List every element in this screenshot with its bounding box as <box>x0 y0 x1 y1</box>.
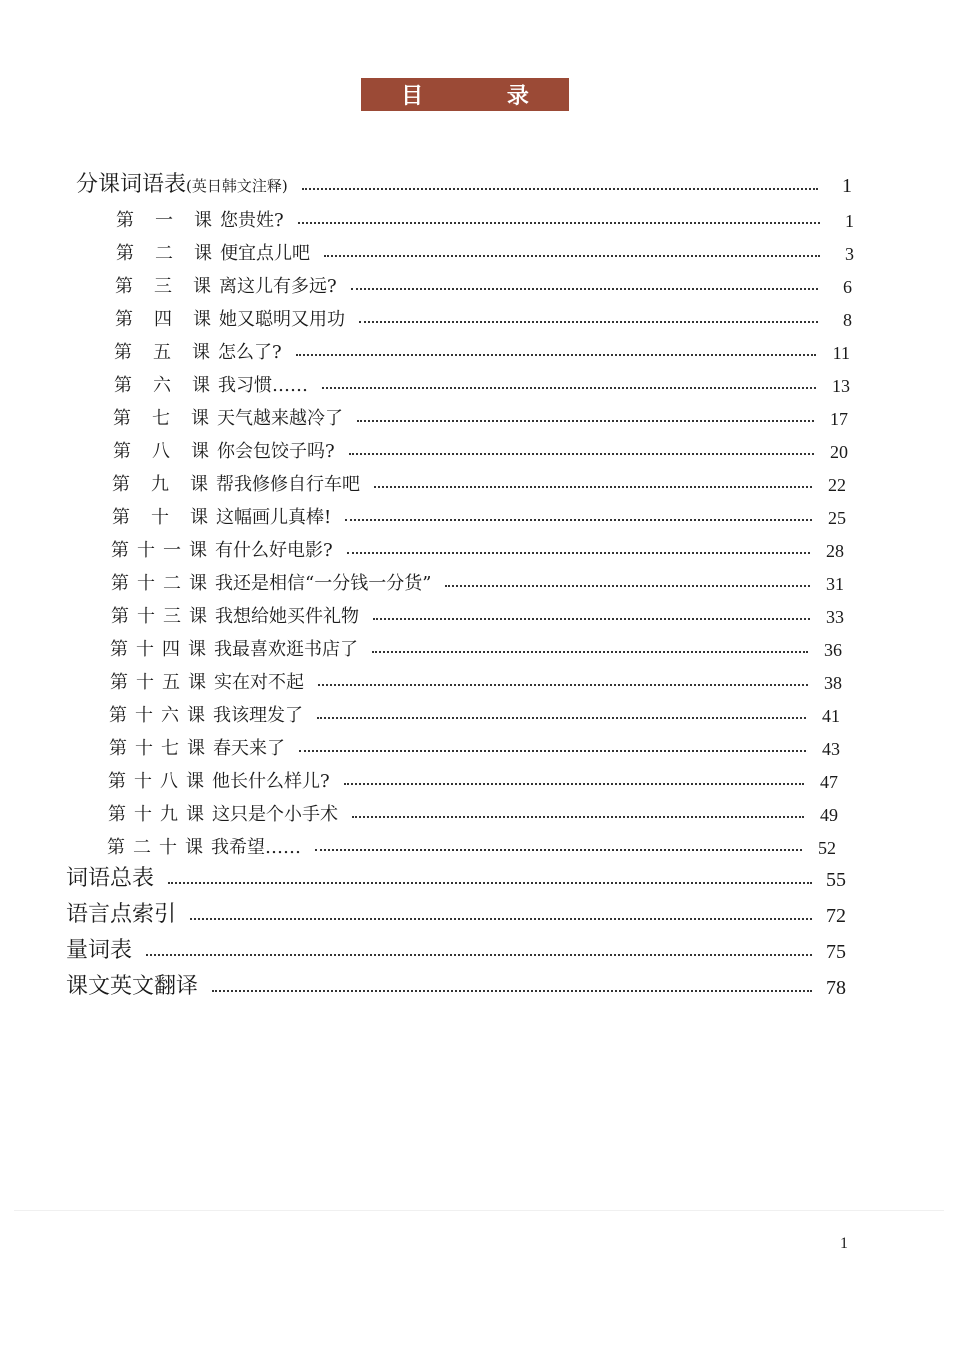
lesson-title: 我想给她买件礼物 <box>215 606 359 627</box>
lesson-title: 这幅画儿真棒! <box>216 507 332 528</box>
lesson-number: 第七课 <box>113 408 209 429</box>
toc-entry-lesson-16[interactable] <box>109 697 840 727</box>
toc-entry-lesson-18[interactable] <box>108 763 838 793</box>
lesson-number: 第十六课 <box>109 705 205 726</box>
entry-page: 52 <box>818 838 836 858</box>
toc-entry-lesson-17[interactable] <box>109 730 840 760</box>
dot-leader <box>299 749 806 752</box>
entry-page: 1 <box>845 211 854 231</box>
dot-leader <box>322 386 816 389</box>
toc-entry-lesson-4[interactable] <box>115 301 852 331</box>
lesson-number: 第十七课 <box>109 738 205 759</box>
entry-page: 8 <box>843 310 852 330</box>
entry-page: 33 <box>826 607 844 627</box>
entry-page: 13 <box>832 376 850 396</box>
entry-page: 28 <box>826 541 844 561</box>
entry-page: 49 <box>820 805 838 825</box>
toc-entry-lesson-8[interactable] <box>113 433 848 463</box>
lesson-title: 这只是个小手术 <box>212 804 338 825</box>
lesson-number: 第一课 <box>116 210 212 231</box>
toc-title-banner <box>361 78 569 111</box>
lesson-number: 第十八课 <box>108 771 204 792</box>
entry-page: 17 <box>830 409 848 429</box>
toc-entry-lesson-12[interactable] <box>111 565 844 595</box>
dot-leader <box>318 683 808 686</box>
dot-leader <box>302 187 818 190</box>
toc-entry-lesson-2[interactable] <box>116 235 854 265</box>
entry-label: 分课词语表 <box>76 172 187 197</box>
entry-page: 31 <box>826 574 844 594</box>
entry-page: 43 <box>822 739 840 759</box>
lesson-number: 第十一课 <box>111 540 207 561</box>
entry-page: 78 <box>826 977 846 999</box>
toc-entry-lesson-11[interactable] <box>111 532 844 562</box>
lesson-title: 我最喜欢逛书店了 <box>214 639 358 660</box>
lesson-number: 第十五课 <box>110 672 206 693</box>
dot-leader <box>373 617 810 620</box>
toc-entry-appendix-2[interactable] <box>66 934 846 964</box>
lesson-number: 第十课 <box>112 507 208 528</box>
lesson-title: 你会包饺子吗? <box>217 441 335 462</box>
entry-page: 72 <box>826 905 846 927</box>
entry-page: 1 <box>842 175 852 197</box>
lesson-number: 第四课 <box>115 309 211 330</box>
toc-entry-lesson-3[interactable] <box>115 268 852 298</box>
dot-leader <box>352 815 804 818</box>
toc-entry-appendix-0[interactable] <box>66 862 846 892</box>
dot-leader <box>344 782 804 785</box>
toc-entry-lesson-19[interactable] <box>108 796 838 826</box>
toc-entry-appendix-1[interactable] <box>66 898 846 928</box>
dot-leader <box>349 452 814 455</box>
lesson-title: 您贵姓? <box>220 210 284 231</box>
lesson-number: 第十九课 <box>108 804 204 825</box>
dot-leader <box>317 716 806 719</box>
lesson-number: 第五课 <box>114 342 210 363</box>
dot-leader <box>146 953 812 956</box>
lesson-title: 帮我修修自行车吧 <box>216 474 360 495</box>
lesson-title: 实在对不起 <box>214 672 304 693</box>
toc-entry-lesson-5[interactable] <box>114 334 850 364</box>
entry-page: 38 <box>824 673 842 693</box>
lesson-number: 第十四课 <box>110 639 206 660</box>
entry-label: 量词表 <box>66 938 133 963</box>
dot-leader <box>212 989 812 992</box>
toc-entry-lesson-6[interactable] <box>114 367 850 397</box>
dot-leader <box>374 485 812 488</box>
lesson-title: 有什么好电影? <box>215 540 333 561</box>
lesson-title: 我该理发了 <box>213 705 303 726</box>
entry-label: 语言点索引 <box>66 902 177 927</box>
lesson-title: 他长什么样儿? <box>212 771 330 792</box>
entry-page: 22 <box>828 475 846 495</box>
lesson-title: 怎么了? <box>218 342 282 363</box>
dot-leader <box>351 287 818 290</box>
toc-entry-lesson-10[interactable] <box>112 499 846 529</box>
toc-entry-vocab[interactable] <box>76 168 852 198</box>
lesson-title: 便宜点儿吧 <box>220 243 310 264</box>
dot-leader <box>324 254 820 257</box>
dot-leader <box>345 518 812 521</box>
entry-label: 词语总表 <box>66 866 155 891</box>
entry-page: 75 <box>826 941 846 963</box>
dot-leader <box>298 221 820 224</box>
dot-leader <box>168 881 812 884</box>
entry-page: 6 <box>843 277 852 297</box>
lesson-number: 第八课 <box>113 441 209 462</box>
entry-page: 55 <box>826 869 846 891</box>
lesson-number: 第六课 <box>114 375 210 396</box>
lesson-number: 第十二课 <box>111 573 207 594</box>
dot-leader <box>372 650 808 653</box>
toc-entry-lesson-9[interactable] <box>112 466 846 496</box>
toc-entry-lesson-1[interactable] <box>116 202 854 232</box>
dot-leader <box>359 320 818 323</box>
footer-divider <box>14 1210 944 1211</box>
toc-entry-lesson-20[interactable] <box>107 829 836 859</box>
lesson-number: 第二十课 <box>107 837 203 858</box>
entry-page: 3 <box>845 244 854 264</box>
lesson-title: 离这儿有多远? <box>219 276 337 297</box>
toc-title: 目 录 <box>401 84 567 109</box>
entry-page: 25 <box>828 508 846 528</box>
entry-page: 36 <box>824 640 842 660</box>
toc-entry-lesson-7[interactable] <box>113 400 848 430</box>
lesson-number: 第九课 <box>112 474 208 495</box>
dot-leader <box>190 917 812 920</box>
dot-leader <box>315 848 802 851</box>
entry-label: 课文英文翻译 <box>66 974 199 999</box>
toc-entry-appendix-3[interactable] <box>66 970 846 1000</box>
lesson-title: 她又聪明又用功 <box>219 309 345 330</box>
toc-entry-lesson-13[interactable] <box>111 598 844 628</box>
entry-page: 41 <box>822 706 840 726</box>
entry-note: (英日韩文注释) <box>186 177 288 195</box>
dot-leader <box>347 551 810 554</box>
dot-leader <box>357 419 814 422</box>
lesson-number: 第十三课 <box>111 606 207 627</box>
lesson-title: 我还是相信“一分钱一分货” <box>215 573 432 594</box>
lesson-title: 我希望…… <box>211 837 301 858</box>
lesson-number: 第二课 <box>116 243 212 264</box>
lesson-number: 第三课 <box>115 276 211 297</box>
dot-leader <box>296 353 816 356</box>
toc-entry-lesson-15[interactable] <box>110 664 842 694</box>
page-number: 1 <box>840 1235 848 1252</box>
toc-entry-lesson-14[interactable] <box>110 631 842 661</box>
entry-page: 47 <box>820 772 838 792</box>
lesson-title: 我习惯…… <box>218 375 308 396</box>
entry-page: 20 <box>830 442 848 462</box>
lesson-title: 春天来了 <box>213 738 285 759</box>
entry-page: 11 <box>832 343 850 363</box>
lesson-title: 天气越来越冷了 <box>217 408 343 429</box>
dot-leader <box>445 584 810 587</box>
